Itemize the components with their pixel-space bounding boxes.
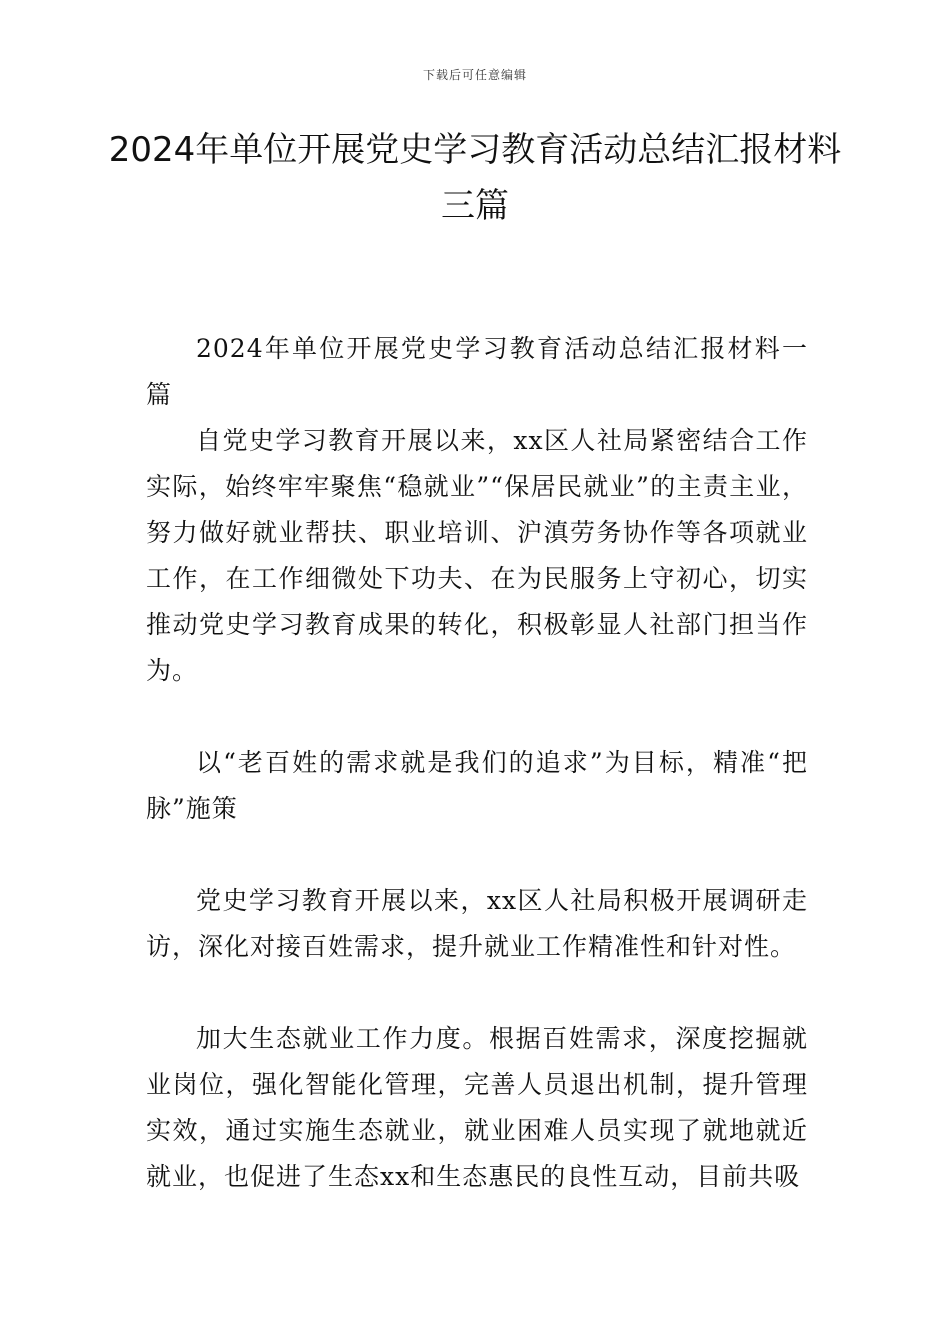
paragraph-research: 党史学习教育开展以来，xx区人社局积极开展调研走访，深化对接百姓需求，提升就业工作精准性和针对性。 xyxy=(146,886,808,961)
header-note: 下载后可任意编辑 xyxy=(422,68,527,82)
paragraph-heading: 以“老百姓的需求就是我们的追求”为目标，精准“把脉”施策 xyxy=(146,748,808,823)
document-body xyxy=(146,326,808,1200)
paragraph-ecology: 加大生态就业工作力度。根据百姓需求，深度挖掘就业岗位，强化智能化管理，完善人员退出机制，提升管理实效，通过实施生态就业，就业困难人员实现了就地就近就业，也促进了生态xx和生态惠民的良性互动，目前共吸 xyxy=(146,1024,808,1191)
document-title: 2024年单位开展党史学习教育活动总结汇报材料三篇 xyxy=(108,130,842,226)
paragraph-subtitle: 2024年单位开展党史学习教育活动总结汇报材料一篇 xyxy=(146,334,808,409)
paragraph-intro: 自党史学习教育开展以来，xx区人社局紧密结合工作实际，始终牢牢聚焦“稳就业”“保居民就业”的主责主业，努力做好就业帮扶、职业培训、沪滇劳务协作等各项就业工作，在工作细微处下功夫、在为民服务上守初心，切实推动党史学习教育成果的转化，积极彰显人社部门担当作为。 xyxy=(146,426,808,685)
